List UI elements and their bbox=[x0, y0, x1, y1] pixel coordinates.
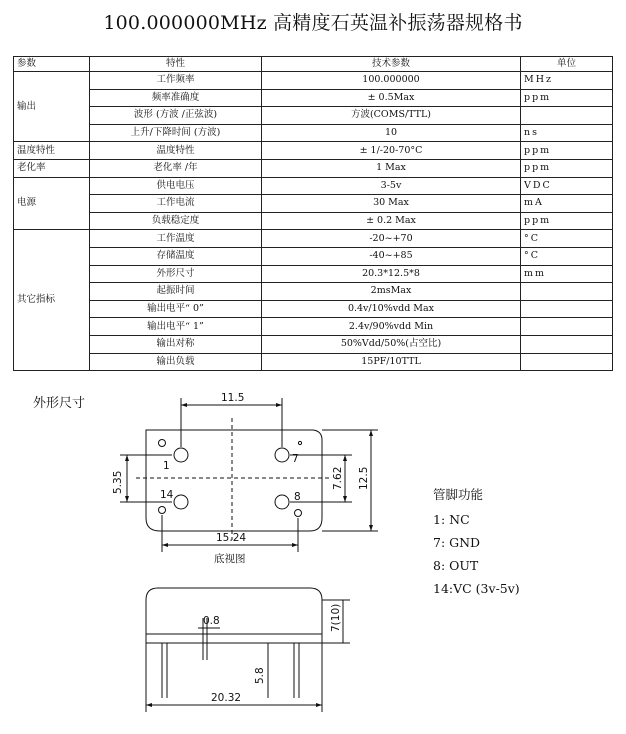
dim-body-length: 20.32 bbox=[211, 692, 242, 704]
value-cell: 2.4v/90%vdd Min bbox=[262, 318, 521, 336]
unit-cell: ns bbox=[521, 124, 613, 142]
unit-cell: mm bbox=[521, 265, 613, 283]
pin-8-label: 8 bbox=[294, 491, 301, 503]
feature-cell: 频率准确度 bbox=[90, 89, 262, 107]
dim-body-height: 12.5 bbox=[358, 466, 370, 490]
dim-side-height: 7(10) bbox=[330, 603, 342, 632]
pin-8-marker bbox=[295, 510, 302, 517]
unit-cell: ppm bbox=[521, 89, 613, 107]
bottom-view-label: 底视图 bbox=[214, 553, 246, 565]
dim-pin-row-spacing: 15.24 bbox=[216, 532, 247, 544]
header-unit: 单位 bbox=[521, 57, 613, 72]
dim-pin-col-spacing: 7.62 bbox=[332, 466, 344, 490]
outline-label: 外形尺寸 bbox=[33, 396, 86, 411]
value-cell: 20.3*12.5*8 bbox=[262, 265, 521, 283]
value-cell: 100.000000 bbox=[262, 72, 521, 90]
param-group-label: 电源 bbox=[14, 177, 90, 230]
page-title: 100.000000MHz 高精度石英温补振荡器规格书 bbox=[103, 12, 523, 34]
value-cell: 2msMax bbox=[262, 283, 521, 301]
dim-left-height: 5.35 bbox=[112, 470, 124, 494]
feature-cell: 输出电平“ 1” bbox=[90, 318, 262, 336]
feature-cell: 温度特性 bbox=[90, 142, 262, 160]
feature-cell: 存储温度 bbox=[90, 247, 262, 265]
dim-top-width: 11.5 bbox=[221, 392, 245, 404]
unit-cell: ppm bbox=[521, 212, 613, 230]
pin-14-label: 14 bbox=[160, 489, 174, 501]
pin-function-heading: 管脚功能 bbox=[433, 487, 484, 502]
param-group-label: 温度特性 bbox=[14, 142, 90, 160]
feature-cell: 老化率 /年 bbox=[90, 159, 262, 177]
header-feature: 特性 bbox=[90, 57, 262, 72]
value-cell: -20~+70 bbox=[262, 230, 521, 248]
unit-cell: °C bbox=[521, 247, 613, 265]
pin-function-list bbox=[433, 483, 520, 600]
unit-cell: VDC bbox=[521, 177, 613, 195]
dim-pin-width: 0.8 bbox=[203, 615, 220, 627]
feature-cell: 上升/下降时间 (方波) bbox=[90, 124, 262, 142]
feature-cell: 工作频率 bbox=[90, 72, 262, 90]
feature-cell: 输出负载 bbox=[90, 353, 262, 371]
pin-7-marker bbox=[298, 441, 301, 444]
feature-cell: 波形 (方波 /正弦波) bbox=[90, 107, 262, 125]
pin-1-marker bbox=[159, 440, 166, 447]
param-group-label: 输出 bbox=[14, 72, 90, 142]
feature-cell: 工作温度 bbox=[90, 230, 262, 248]
value-cell: 方波(COMS/TTL) bbox=[262, 107, 521, 125]
value-cell: 3-5v bbox=[262, 177, 521, 195]
pin-14-circle bbox=[174, 495, 188, 509]
value-cell: 0.4v/10%vdd Max bbox=[262, 300, 521, 318]
pin-7-label: 7 bbox=[292, 453, 299, 465]
header-param: 参数 bbox=[14, 57, 90, 72]
unit-cell: ppm bbox=[521, 142, 613, 160]
value-cell: 15PF/10TTL bbox=[262, 353, 521, 371]
unit-cell: mA bbox=[521, 195, 613, 213]
pin-14-marker bbox=[159, 507, 166, 514]
pin-item: 8: OUT bbox=[433, 558, 479, 573]
unit-cell: °C bbox=[521, 230, 613, 248]
value-cell: 30 Max bbox=[262, 195, 521, 213]
header-tech: 技术参数 bbox=[262, 57, 521, 72]
value-cell: 10 bbox=[262, 124, 521, 142]
value-cell: 1 Max bbox=[262, 159, 521, 177]
feature-cell: 供电电压 bbox=[90, 177, 262, 195]
feature-cell: 起振时间 bbox=[90, 283, 262, 301]
unit-cell: ppm bbox=[521, 159, 613, 177]
pin-item: 14:VC (3v-5v) bbox=[433, 581, 520, 596]
pin-item: 7: GND bbox=[433, 535, 481, 550]
feature-cell: 输出电平“ 0” bbox=[90, 300, 262, 318]
pin-1-circle bbox=[174, 448, 188, 462]
feature-cell: 工作电流 bbox=[90, 195, 262, 213]
pin-7-circle bbox=[275, 448, 289, 462]
pin-8-circle bbox=[275, 495, 289, 509]
value-cell: ± 1/-20-70°C bbox=[262, 142, 521, 160]
feature-cell: 输出对称 bbox=[90, 335, 262, 353]
param-group-label: 老化率 bbox=[14, 159, 90, 177]
unit-cell: MHz bbox=[521, 72, 613, 90]
feature-cell: 负载稳定度 bbox=[90, 212, 262, 230]
pin-1-label: 1 bbox=[163, 460, 170, 472]
value-cell: ± 0.2 Max bbox=[262, 212, 521, 230]
side-view-body bbox=[146, 588, 322, 643]
value-cell: 50%Vdd/50%(占空比) bbox=[262, 335, 521, 353]
feature-cell: 外形尺寸 bbox=[90, 265, 262, 283]
dim-pin-length: 5.8 bbox=[254, 667, 266, 684]
value-cell: ± 0.5Max bbox=[262, 89, 521, 107]
pin-item: 1: NC bbox=[433, 512, 470, 527]
param-group-label: 其它指标 bbox=[14, 230, 90, 371]
value-cell: -40~+85 bbox=[262, 247, 521, 265]
